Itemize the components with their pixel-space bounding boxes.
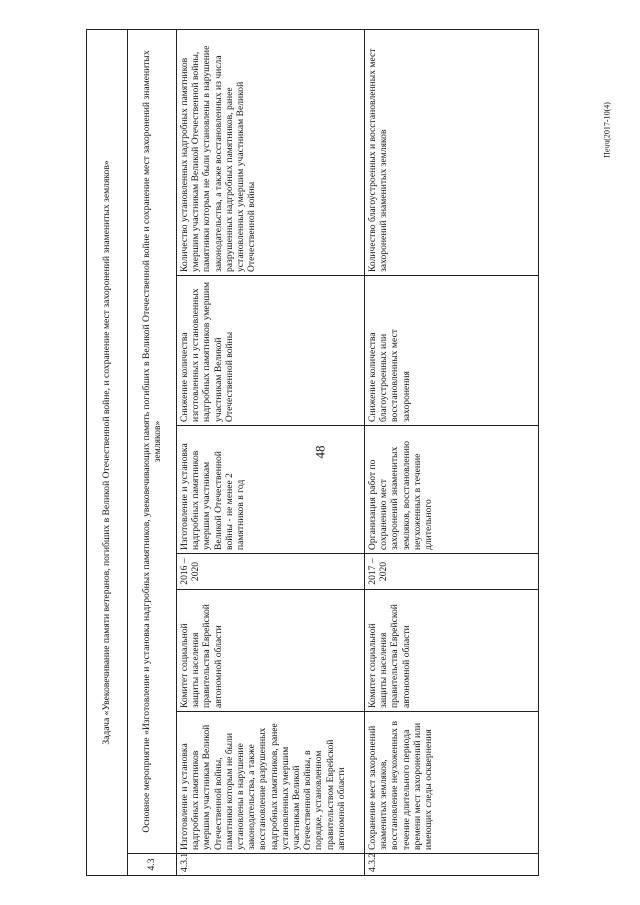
page-number: 48 bbox=[312, 445, 328, 459]
row-expected-result: Организация работ по сохранению мест захоронений знаменитых земляков, восстановлению неухоженных в течение длительного bbox=[365, 426, 539, 554]
row-expected-result: Изготовление и установка надгробных памятников умершим участникам Великой Отечественной войны - не менее 2 памятников в год bbox=[177, 426, 365, 554]
row-consequence: Снижение количества изготовленных и установленных надгробных памятников умершим участникам Великой Отечественной войны bbox=[177, 276, 365, 426]
row-consequence: Снижение количества благоустроенных или восстановленных мест захоронения bbox=[365, 276, 539, 426]
main-measure-text: Основное мероприятие «Изготовление и установка надгробных памятников, увековечивающих память погибших в Великой Отечественной войне и сохранение мест захоронений знаменитых земляков» bbox=[128, 29, 177, 853]
row-indicator: Количество благоустроенных и восстановленных мест захоронений знаменитых земляков bbox=[365, 29, 539, 275]
row-executor: Комитет социальной защиты населения правительства Еврейской автономной области bbox=[365, 590, 539, 712]
table-container bbox=[86, 30, 532, 876]
table-row bbox=[177, 29, 365, 875]
row-indicator: Количество установленных надгробных памятников умершим участникам Великой Отечественной войны, памятники которым не были установлены в нарушение законодательства, а также восстановленных из числа разрушенных надгробных памятников, ранее установленных умершим участникам Великой Отечественной войны bbox=[177, 29, 365, 275]
table-row bbox=[365, 29, 539, 875]
measures-table bbox=[86, 29, 539, 876]
row-measure-name: Изготовление и установка надгробных памятников умершим участникам Великой Отечественной войны, памятники которым не были установлены в нарушение законодательства, а также восстановление разрушенных надгробных памятников, ранее установленных умершим участникам Великой Отечественной войны, в порядке, установленном правительством Еврейской автономной области bbox=[177, 712, 365, 854]
task-row bbox=[87, 29, 128, 875]
main-measure-number: 4.3 bbox=[128, 854, 177, 876]
footer-code: Печч(2017-10(4) bbox=[602, 102, 612, 158]
task-row-text: Задача «Увековечивание памяти ветеранов, погибших в Великой Отечественной войне, и сохранение мест захоронений знаменитых земляков» bbox=[87, 29, 128, 875]
row-number: 4.3.1 bbox=[177, 854, 365, 876]
main-measure-row bbox=[128, 29, 177, 875]
row-measure-name: Сохранение мест захоронений знаменитых земляков, восстановление неухоженных в течение длительного периода времени мест захоронений или имеющих следы осквернения bbox=[365, 712, 539, 854]
row-period: 2017 – 2020 bbox=[365, 554, 539, 590]
row-number: 4.3.2 bbox=[365, 854, 539, 876]
row-executor: Комитет социальной защиты населения правительства Еврейской автономной области bbox=[177, 590, 365, 712]
rotated-table-frame bbox=[86, 30, 532, 876]
row-period: 2016 – 2020 bbox=[177, 554, 365, 590]
